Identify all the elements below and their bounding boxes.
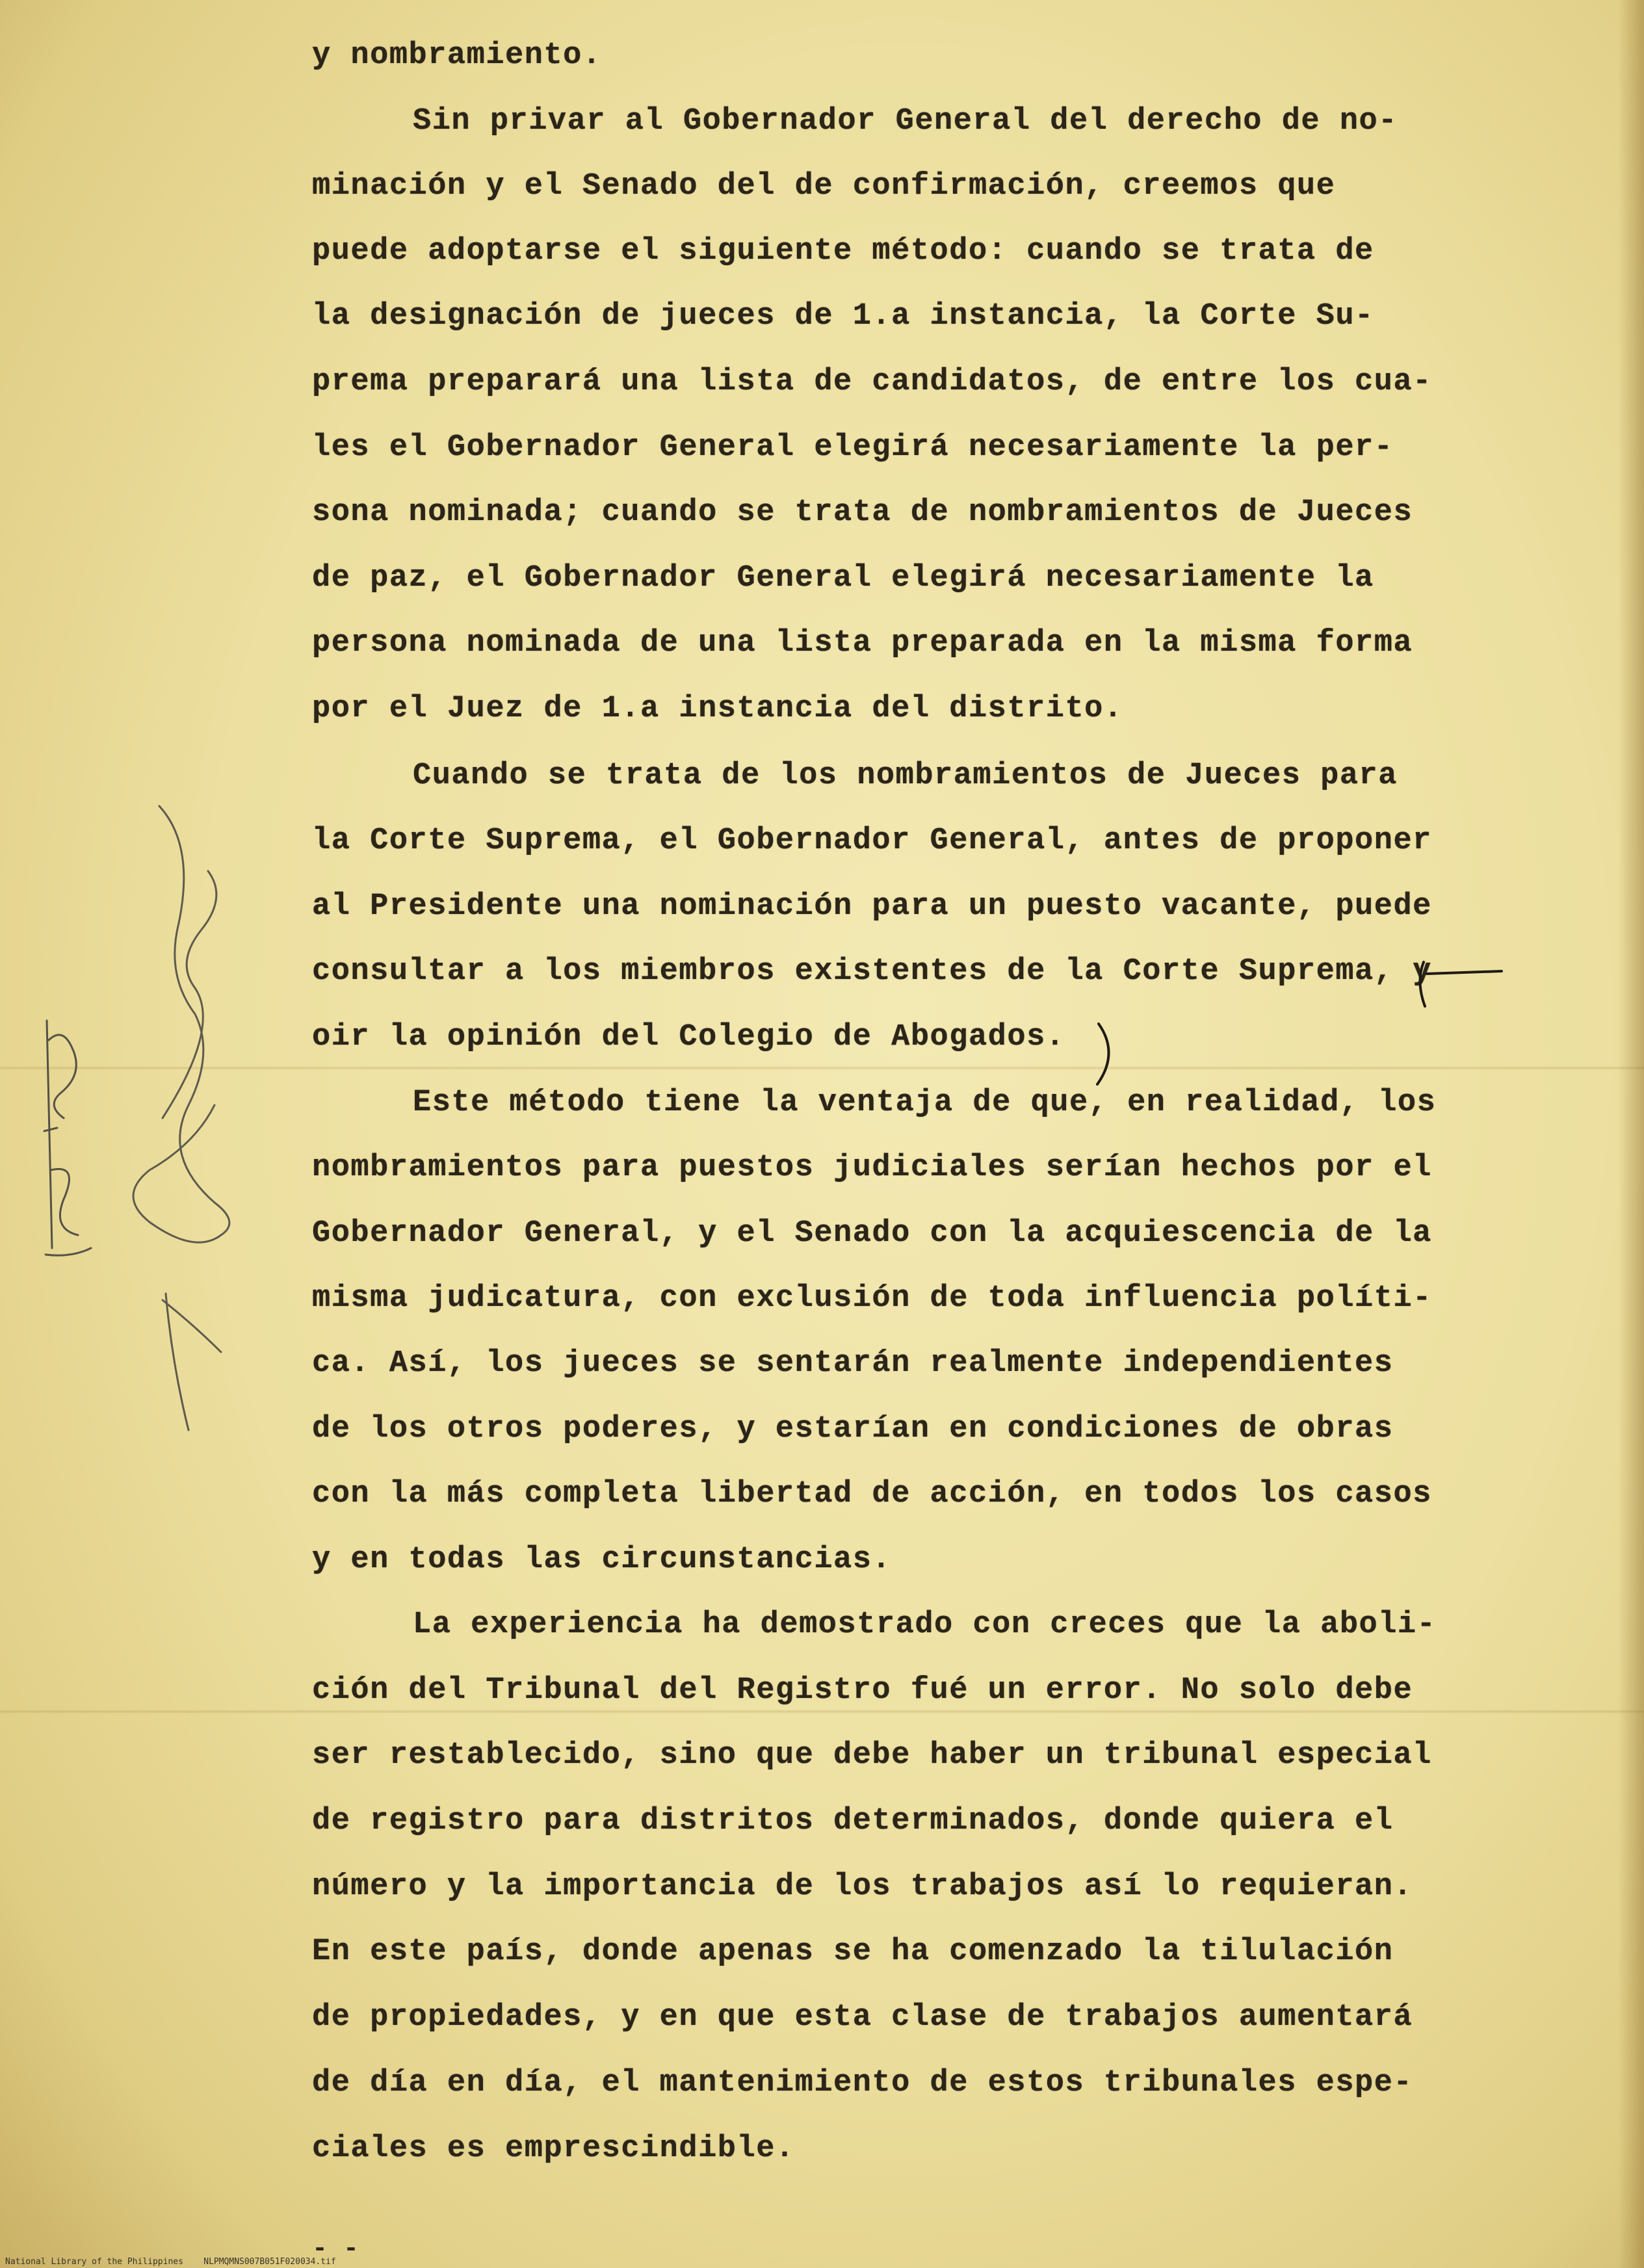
page-marker: - - bbox=[312, 2235, 359, 2264]
text-line: de paz, el Gobernador General elegirá necesariamente la bbox=[312, 561, 1374, 595]
text-line: minación y el Senado del de confirmación, creemos que bbox=[312, 169, 1336, 203]
paper-edge-shadow bbox=[1618, 0, 1644, 2268]
text-line: La experiencia ha demostrado con creces que la aboli- bbox=[413, 1608, 1437, 1642]
text-line: ciales es emprescindible. bbox=[312, 2131, 795, 2166]
text-line: al Presidente una nominación para un puesto vacante, puede bbox=[312, 889, 1432, 924]
text-line: Este método tiene la ventaja de que, en realidad, los bbox=[413, 1086, 1437, 1120]
text-line: de los otros poderes, y estarían en condiciones de obras bbox=[312, 1412, 1394, 1446]
text-line: ción del Tribunal del Registro fué un error. No solo debe bbox=[312, 1673, 1413, 1708]
text-line: ser restablecido, sino que debe haber un tribunal especial bbox=[312, 1738, 1432, 1773]
text-line: y en todas las circunstancias. bbox=[312, 1543, 892, 1577]
closing-parenthesis-mark bbox=[1097, 1024, 1109, 1084]
text-line: de registro para distritos determinados, donde quiera el bbox=[312, 1804, 1394, 1838]
insertion-bracket-mark bbox=[1420, 962, 1502, 1006]
paper-crease bbox=[0, 1066, 1644, 1070]
text-line: número y la importancia de los trabajos así lo requieran. bbox=[312, 1870, 1413, 1904]
text-line: les el Gobernador General elegirá necesariamente la per- bbox=[312, 430, 1394, 465]
text-line: ca. Así, los jueces se sentarán realmente independientes bbox=[312, 1346, 1394, 1381]
pencil-signature bbox=[133, 806, 229, 1430]
text-line: misma judicatura, con exclusión de toda influencia políti- bbox=[312, 1281, 1432, 1316]
text-line: la designación de jueces de 1.a instancia, la Corte Su- bbox=[312, 299, 1374, 333]
text-line: consultar a los miembros existentes de la Corte Suprema, y bbox=[312, 954, 1432, 989]
text-line: oir la opinión del Colegio de Abogados. bbox=[312, 1020, 1065, 1054]
text-line: sona nominada; cuando se trata de nombramientos de Jueces bbox=[312, 495, 1413, 530]
text-line: Cuando se trata de los nombramientos de Jueces para bbox=[413, 759, 1398, 793]
text-line: por el Juez de 1.a instancia del distrito. bbox=[312, 692, 1123, 726]
text-line: En este país, donde apenas se ha comenzado la tilulación bbox=[312, 1935, 1394, 1969]
text-line: de día en día, el mantenimiento de estos tribunales espe- bbox=[312, 2066, 1413, 2100]
archive-footer: National Library of the Philippines NLPMQMNS007B051F020034.tif bbox=[5, 2257, 336, 2267]
text-line: Sin privar al Gobernador General del derecho de no- bbox=[413, 104, 1398, 138]
text-line: con la más completa libertad de acción, en todos los casos bbox=[312, 1477, 1432, 1511]
text-line: puede adoptarse el siguiente método: cuando se trata de bbox=[312, 234, 1374, 268]
text-line: Gobernador General, y el Senado con la acquiescencia de la bbox=[312, 1216, 1432, 1251]
text-line: la Corte Suprema, el Gobernador General, antes de proponer bbox=[312, 824, 1432, 858]
text-line: nombramientos para puestos judiciales serían hechos por el bbox=[312, 1151, 1432, 1185]
text-line: y nombramiento. bbox=[312, 38, 602, 73]
text-line: de propiedades, y en que esta clase de trabajos aumentará bbox=[312, 2000, 1413, 2035]
text-line: persona nominada de una lista preparada en la misma forma bbox=[312, 626, 1413, 660]
text-line: prema preparará una lista de candidatos, de entre los cua- bbox=[312, 365, 1432, 399]
pencil-signature bbox=[44, 1021, 91, 1255]
